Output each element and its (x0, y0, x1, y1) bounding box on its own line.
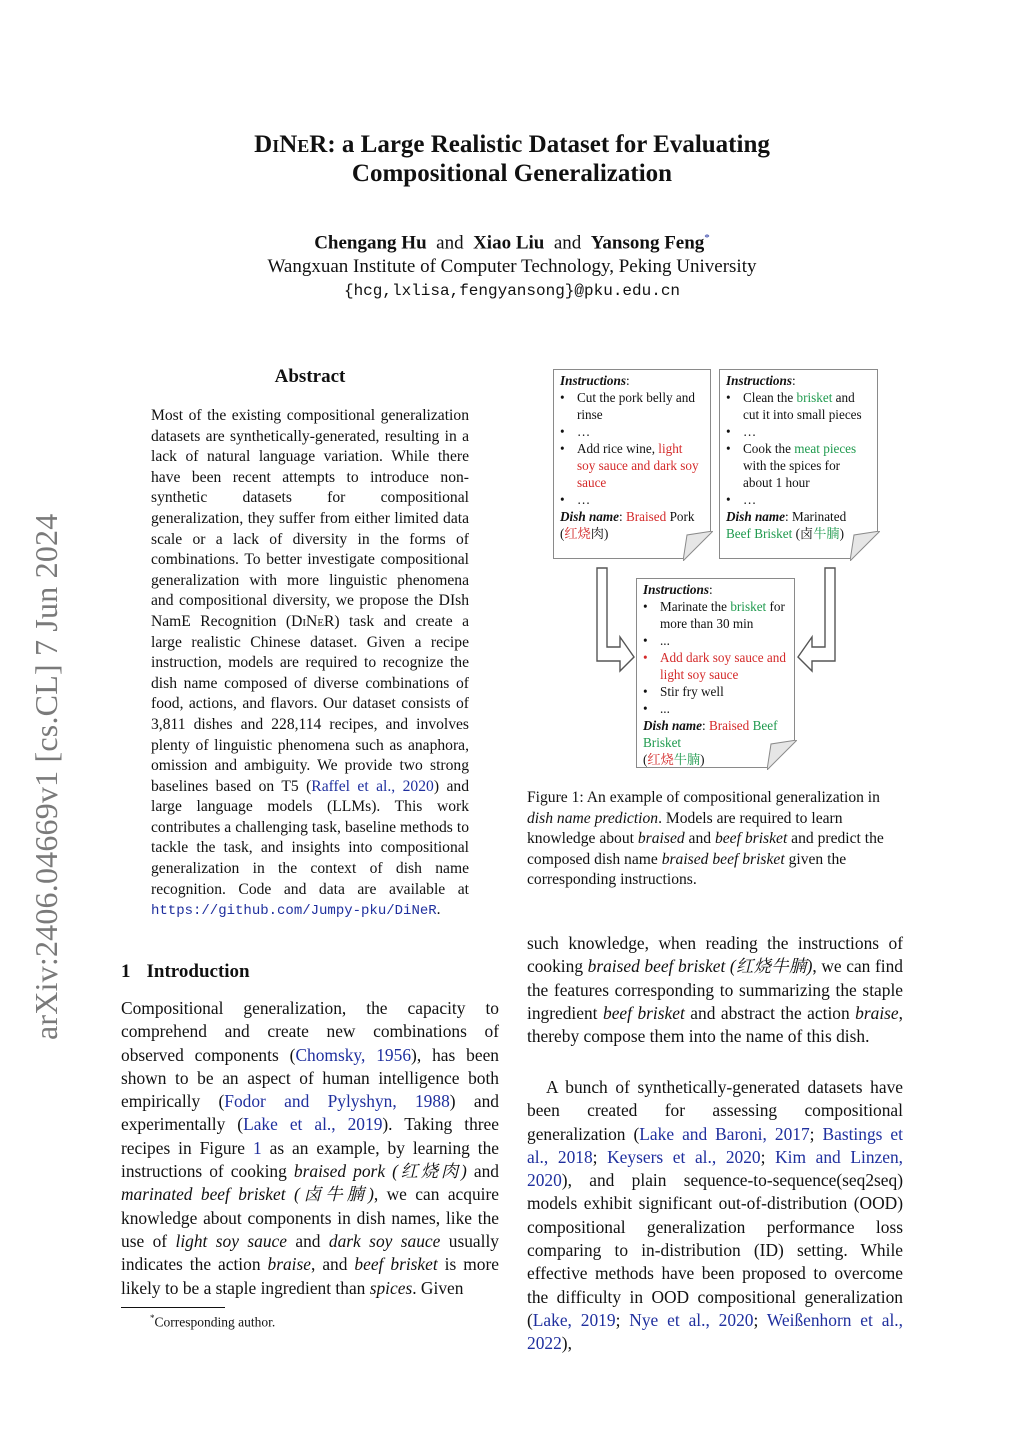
citation-separator: ; (760, 1146, 776, 1167)
card-step-text: for more than 30 min (660, 599, 785, 631)
card-step: • … (560, 423, 704, 440)
page-fold-icon (683, 531, 713, 561)
intro-paragraph (121, 997, 499, 1300)
card-step-text: with the spices for about 1 hour (743, 458, 841, 490)
card-instructions-label: Instructions (643, 582, 709, 597)
author-block (160, 226, 864, 303)
recipe-card-marinated-brisket: Instructions: • Clean the brisket and cut it into small pieces • … • Cook the meat pieces with the spices for about 1 hour • … Dish name: Marinated Beef Brisket (卤牛腩) (719, 369, 878, 559)
citation-weissenhorn[interactable]: Weißenhorn et al., 2022 (527, 1309, 903, 1354)
card-step-text: Cook the (743, 441, 795, 456)
card-step-text: Clean the (743, 390, 797, 405)
body-text: and abstract the action (684, 1002, 856, 1023)
right-paragraph-2 (527, 1076, 903, 1356)
intro-text: usually indicates the action (121, 1230, 499, 1275)
intro-italic: light soy sauce (175, 1230, 287, 1251)
caption-text: and (684, 830, 715, 848)
citation-bastings[interactable]: Bastings et al., 2018 (527, 1123, 903, 1167)
dish-cn-ingredient: 牛腩 (813, 526, 840, 541)
title-line1: a Large Realistic Dataset for Evaluating (341, 131, 770, 158)
card-step (643, 598, 788, 632)
card-step: • … (726, 491, 871, 508)
intro-text: and (286, 1230, 329, 1251)
dish-ingredient: Beef Brisket (643, 718, 778, 750)
card-instructions-label: Instructions (726, 373, 792, 388)
figure-caption (527, 788, 903, 891)
body-italic: beef brisket (603, 1002, 685, 1023)
body-text: ), and plain sequence-to-sequence(seq2seq) models exhibit significant out-of-distribution (OOD) compositional generalization performance loss comparing to in-distribution (ID) setting. While effective methods have been proposed to overcome the difficulty in OOD compositional generalization ( (527, 1170, 903, 1330)
card-step: • ... (643, 632, 788, 649)
body-text: such knowledge, when reading the instructions of cooking (527, 933, 903, 977)
affiliation: Wangxuan Institute of Computer Technology, Peking University (267, 256, 757, 278)
citation-nye[interactable]: Nye et al., 2020 (629, 1309, 754, 1330)
recipe-card-braised-pork: Instructions: • Cut the pork belly and rinse • … • Add rice wine, light soy sauce and dark soy sauce • … Dish name: Braised Pork (红烧肉) (553, 369, 711, 559)
intro-italic: dark soy sauce (328, 1230, 441, 1251)
dish-action: Marinated (791, 509, 847, 524)
card-step-text: and cut it into small pieces (743, 390, 862, 422)
abstract-body (151, 406, 469, 922)
body-text: , thereby compose them into the name of this dish. (527, 1002, 903, 1047)
intro-italic: marinated beef brisket (卤牛腩) (121, 1184, 374, 1205)
title-acronym: DiNeR: (254, 131, 336, 158)
card-step: • Add dark soy sauce and light soy sauce (643, 649, 788, 683)
abstract-heading: Abstract (274, 366, 346, 387)
right-paragraph-1 (527, 932, 903, 1048)
abstract-text-1: Most of the existing compositional generalization datasets are synthetically-generated, resulting in a lack of natural language variation. While there have been recent attempts to introduce non-synthetic datasets for compositional generalization, they suffer from either limited data scale or a lack of diversity in the forms of combinations. To better investigate compositional generalization with more linguistic phenomena and compositional diversity, we propose the DIsh NamE Recognition ( (151, 407, 469, 630)
caption-italic: braised (637, 830, 685, 848)
paper-title (160, 130, 864, 188)
card-step-highlight: brisket (730, 599, 767, 614)
intro-text: ). Taking three recipes in Figure (121, 1114, 499, 1158)
section-heading (121, 961, 266, 983)
citation-keysers[interactable]: Keysers et al., 2020 (607, 1146, 761, 1167)
page-fold-icon (767, 740, 797, 770)
card-step-highlight: meat pieces (794, 441, 857, 456)
page-fold-icon (850, 531, 880, 561)
footnote-text: Corresponding author. (154, 1314, 276, 1330)
dish-name-label: Dish name (726, 509, 785, 524)
arxiv-sidebar-id: arXiv:2406.04669v1 [cs.CL] 7 Jun 2024 (28, 513, 64, 1040)
intro-italic: beef brisket (354, 1254, 438, 1275)
dish-cn-ingredient: 牛腩 (673, 752, 701, 767)
recipe-card-braised-brisket: Instructions: • Marinate the brisket for more than 30 min • ... • Add dark soy sauce and light soy sauce • Stir fry well • ... Dish name: Braised Beef Brisket (红烧牛腩) (636, 578, 795, 768)
dish-action: Braised (708, 718, 750, 733)
intro-italic: braised pork (红烧肉) (293, 1161, 467, 1182)
caption-text: and predict the composed dish name (527, 830, 884, 868)
body-text: , we can find the features corresponding to summarizing the staple ingredient (527, 956, 903, 1023)
citation-lake-baroni[interactable]: Lake and Baroni, 2017 (639, 1123, 810, 1144)
card-instructions-label: Instructions (560, 373, 626, 388)
intro-text: and (466, 1161, 499, 1182)
author-3: Yansong Feng (590, 232, 705, 254)
card-step (726, 389, 871, 423)
author-star: * (704, 232, 710, 244)
intro-text: as an example, by learning the instructions of cooking (121, 1137, 500, 1182)
caption-italic: dish name prediction (527, 809, 659, 827)
intro-italic: spices (369, 1277, 413, 1298)
intro-text: ) and experimentally ( (121, 1091, 499, 1135)
arrow-right-icon (796, 567, 838, 673)
card-step-highlight: light soy sauce and dark soy sauce (577, 441, 699, 490)
card-step: • Stir fry well (643, 683, 788, 700)
dish-cn-ingredient: 肉 (590, 526, 604, 541)
body-italic: braise (855, 1002, 899, 1023)
github-link[interactable]: https://github.com/Jumpy-pku/DiNeR (151, 903, 437, 920)
card-step: • ... (643, 700, 788, 717)
citation-fodor[interactable]: Fodor and Pylyshyn, 1988 (224, 1091, 450, 1112)
card-step-text: Marinate the (660, 599, 731, 614)
intro-italic: braise (267, 1254, 311, 1275)
intro-text: , and (310, 1254, 355, 1275)
body-text: ), (561, 1333, 572, 1354)
card-step: • … (560, 491, 704, 508)
abstract-text-2: ) task and create a large realistic Chinese dataset. Given a recipe instruction, models are required to recognize the dish name composed of diverse combinations of food, actions, and flavors. Our dataset consists of 3,811 dishes and 228,114 recipes, and involves plenty of linguistic phenomena such as anaphora, omission and ambiguity. We provide two strong baselines based on T5 ( (151, 612, 469, 795)
card-step-text: Add rice wine, (577, 441, 659, 456)
card-step (560, 440, 704, 491)
citation-separator: ; (809, 1123, 823, 1144)
dish-cn-action: 红烧 (647, 752, 674, 767)
card-step: • … (726, 423, 871, 440)
footnote (150, 1313, 275, 1331)
caption-italic: beef brisket (714, 830, 788, 848)
abstract-text-3: ) and large language models (LLMs). This work contributes a challenging task, baseline methods to tackle the task, and insights into compositional generalization in the context of dish name recognition. Code and data are available at (151, 777, 469, 898)
dish-cn-action: 红烧 (564, 526, 591, 541)
citation-separator: ; (592, 1146, 608, 1167)
section-title: Introduction (146, 961, 250, 982)
citation-lake-2019[interactable]: Lake et al., 2019 (243, 1114, 383, 1135)
section-number: 1 (121, 961, 131, 982)
card-step-highlight: brisket (796, 390, 833, 405)
author-2: Xiao Liu (473, 232, 545, 254)
body-italic: braised beef brisket (红烧牛腩) (587, 956, 813, 977)
intro-text: . Given (412, 1277, 464, 1298)
author-and-1: and (436, 232, 464, 254)
title-line2: Compositional Generalization (351, 160, 673, 187)
author-and-2: and (553, 232, 582, 254)
figure-ref[interactable]: 1 (252, 1137, 262, 1158)
author-1: Chengang Hu (314, 232, 427, 254)
arrow-left-icon (594, 567, 636, 673)
citation-chomsky[interactable]: Chomsky, 1956 (295, 1044, 412, 1065)
body-text: A bunch of synthetically-generated datasets have been created for assessing compositional generalization ( (527, 1077, 903, 1144)
dish-name-label: Dish name (560, 509, 619, 524)
dish-cn-action: 卤 (800, 526, 814, 541)
abstract-acronym: DiNeR (291, 612, 335, 630)
card-step (726, 440, 871, 491)
caption-text: . Models are required to learn knowledge about (527, 809, 843, 848)
intro-text: is more likely to be a staple ingredient than (121, 1254, 499, 1298)
footnote-rule (121, 1307, 225, 1308)
citation-separator: ; (753, 1309, 767, 1330)
footnote-mark: * (150, 1313, 155, 1323)
abstract-end: . (436, 901, 441, 919)
intro-text: Compositional generalization, the capacity to comprehend and create new combinations of observed components ( (121, 998, 499, 1065)
intro-text: , we can acquire knowledge about components in dish names, like the use of (121, 1184, 499, 1251)
intro-text: ), has been shown to be an aspect of human intelligence both empirically ( (121, 1044, 499, 1112)
caption-text: given the corresponding instructions. (527, 850, 847, 889)
dish-name-label: Dish name (643, 718, 702, 733)
dish-ingredient: Beef Brisket (726, 526, 793, 541)
caption-italic: braised beef brisket (661, 850, 785, 868)
dish-ingredient: Pork (666, 509, 695, 524)
citation-separator: ; (615, 1309, 630, 1330)
caption-text: Figure 1: An example of compositional generalization in (527, 789, 880, 806)
citation-raffel[interactable]: Raffel et al., 2020 (311, 777, 434, 795)
citation-kim-linzen[interactable]: Kim and Linzen, 2020 (527, 1146, 903, 1191)
dish-action: Braised (625, 509, 667, 524)
author-email: {hcg,lxlisa,fengyansong}@pku.edu.cn (343, 282, 681, 301)
citation-lake[interactable]: Lake, 2019 (532, 1309, 616, 1330)
card-step: • Cut the pork belly and rinse (560, 389, 704, 423)
